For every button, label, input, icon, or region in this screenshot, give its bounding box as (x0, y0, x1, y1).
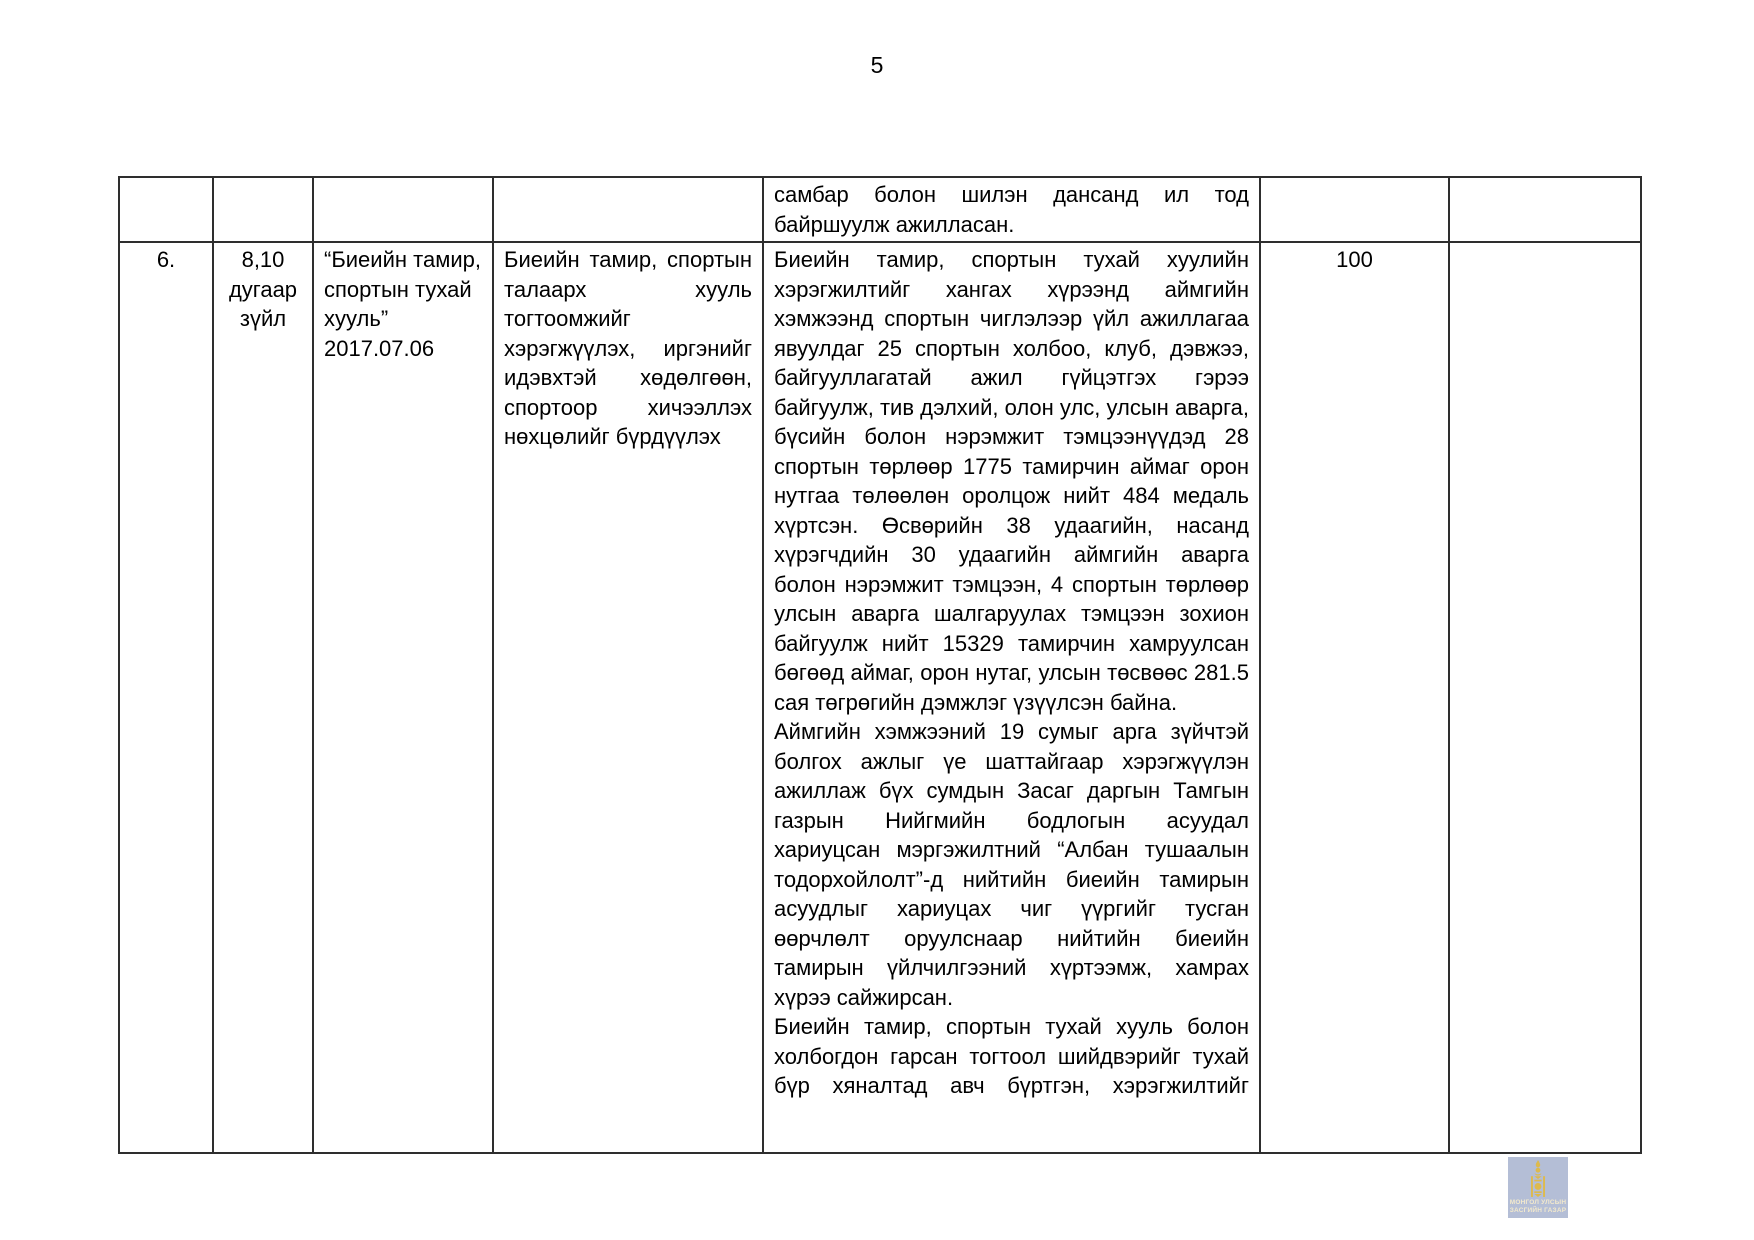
government-logo (1508, 1157, 1568, 1218)
law-title: “Биеийн тамир, спортын тухай хууль” (324, 247, 481, 331)
page-number: 5 (870, 52, 884, 78)
empty-cell (119, 177, 213, 242)
table-row (119, 242, 1641, 1153)
law-date: 2017.07.06 (324, 335, 435, 361)
report-table (118, 176, 1642, 1154)
objective-cell: Биеийн тамир, спортын талаарх хууль тогтоомжийг хэрэгжүүлэх, иргэнийг идэвхтэй хөдөлгөөн, спортоор хичээллэх нөхцөлийг бүрдүүлэх (493, 242, 763, 1153)
empty-cell (493, 177, 763, 242)
empty-cell (1449, 242, 1641, 1153)
article-cell: 8,10 дугаар зүйл (213, 242, 313, 1153)
soyombo-icon (1526, 1160, 1550, 1197)
implementation-paragraph: Аймгийн хэмжээний 19 сумыг арга зүйчтэй болгох ажлыг үе шаттайгаар хэрэгжүүлэн ажиллаж бүх сумдын Засаг даргын Тамгын газрын Нийгмийн бодлогын асуудал хариуцсан мэргэжилтний “Албан тушаалын тодорхойлолт”-д нийтийн биеийн тамирын асуудлыг хариуцах чиг үүргийг тусган өөрчлөлт оруулснаар нийтийн биеийн тамирын үйлчилгээний хүртээмж, хамрах хүрээ сайжирсан. (774, 719, 1249, 1010)
law-title-cell (313, 242, 493, 1153)
table-row-continuation (119, 177, 1641, 242)
empty-cell (1449, 177, 1641, 242)
empty-cell (313, 177, 493, 242)
logo-caption-line1: МОНГОЛ УЛСЫН (1509, 1199, 1567, 1206)
implementation-cell-continuation: самбар болон шилэн дансанд ил тод байршуулж ажилласан. (763, 177, 1260, 242)
logo-caption-line2: ЗАСГИЙН ГАЗАР (1509, 1206, 1567, 1214)
implementation-paragraph: Биеийн тамир, спортын тухай хууль болон холбогдон гарсан тогтоол шийдвэрийг тухай бүр хяналтад авч бүртгэн, хэрэгжилтийг (774, 1014, 1249, 1098)
implementation-cell (763, 242, 1260, 1153)
implementation-paragraph: Биеийн тамир, спортын тухай хуулийн хэрэгжилтийг хангах хүрээнд аймгийн хэмжээнд спортын чиглэлээр үйл ажиллагаа явуулдаг 25 спортын холбоо, клуб, дэвжээ, байгууллагатай ажил гүйцэтгэх гэрээ байгуулж, тив дэлхий, олон улс, улсын аварга, бүсийн болон нэрэмжит тэмцээнүүдэд 28 спортын төрлөөр 1775 тамирчин аймаг орон нутгаа төлөөлөн оролцож нийт 484 медаль хүртсэн. Өсвөрийн 38 удаагийн, насанд хүрэгчдийн 30 удаагийн аймгийн аварга болон нэрэмжит тэмцээн, 4 спортын төрлөөр улсын аварга шалгаруулах тэмцээн зохион байгуулж нийт 15329 тамирчин хамруулсан бөгөөд аймаг, орон нутаг, улсын төсвөөс 281.5 сая төгрөгийн дэмжлэг үзүүлсэн байна. (774, 247, 1249, 715)
empty-cell (213, 177, 313, 242)
empty-cell (1260, 177, 1449, 242)
seq-cell: 6. (119, 242, 213, 1153)
score-cell: 100 (1260, 242, 1449, 1153)
